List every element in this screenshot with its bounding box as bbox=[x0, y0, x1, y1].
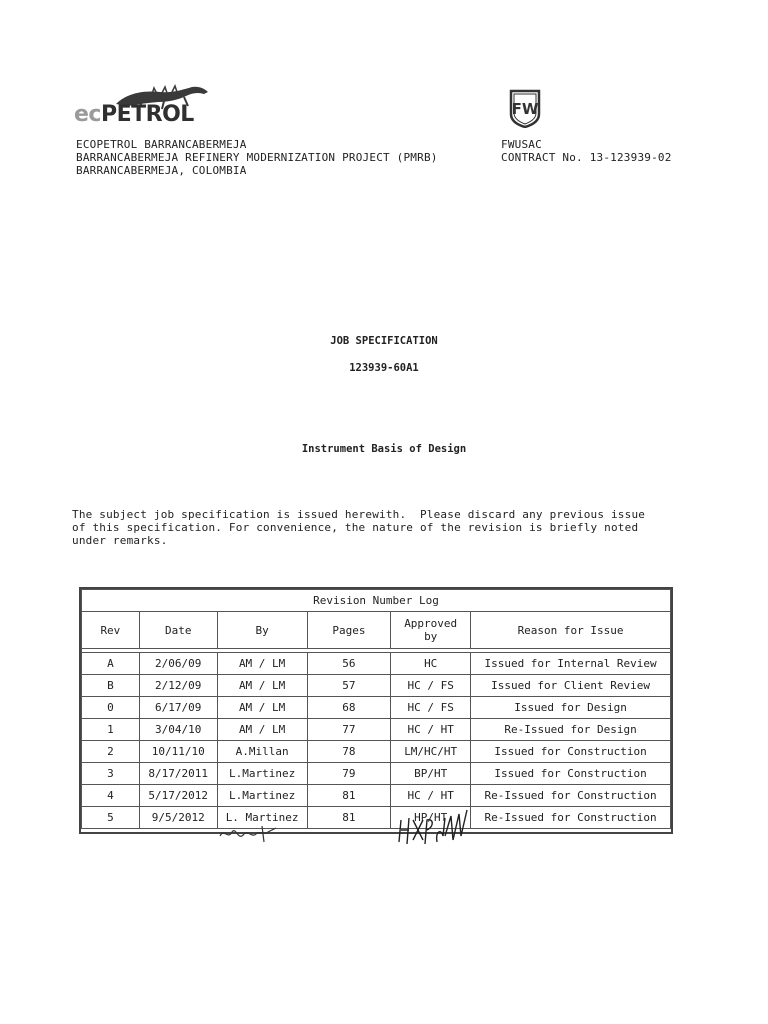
cell-by: AM / LM bbox=[217, 653, 307, 675]
cell-by: L.Martinez bbox=[217, 785, 307, 807]
cell-by: AM / LM bbox=[217, 719, 307, 741]
cell-reason: Re-Issued for Design bbox=[471, 719, 671, 741]
contractor-info bbox=[501, 138, 672, 164]
table-row bbox=[82, 807, 671, 829]
cell-rev: B bbox=[82, 675, 140, 697]
cell-date: 10/11/10 bbox=[139, 741, 217, 763]
intro-line-1: The subject job specification is issued herewith. Please discard any previous issue bbox=[72, 508, 646, 521]
col-header-approved-line1: Approved bbox=[404, 617, 458, 630]
cell-reason: Issued for Internal Review bbox=[471, 653, 671, 675]
doc-title: Instrument Basis of Design bbox=[301, 443, 467, 455]
signature-approved-rev5 bbox=[395, 806, 475, 846]
table-row bbox=[82, 785, 671, 807]
cell-date: 9/5/2012 bbox=[139, 807, 217, 829]
contractor-name: FWUSAC bbox=[501, 138, 542, 151]
cell-by: AM / LM bbox=[217, 697, 307, 719]
cell-reason: Issued for Design bbox=[471, 697, 671, 719]
cell-approved: LM/HC/HT bbox=[391, 741, 471, 763]
contract-number: CONTRACT No. 13-123939-02 bbox=[501, 151, 672, 164]
cell-rev: 4 bbox=[82, 785, 140, 807]
fw-shield-icon bbox=[508, 88, 542, 128]
table-row bbox=[82, 763, 671, 785]
intro-paragraph bbox=[72, 508, 692, 547]
table-row bbox=[82, 741, 671, 763]
col-header-reason: Reason for Issue bbox=[471, 612, 671, 649]
cell-by: A.Millan bbox=[217, 741, 307, 763]
client-address bbox=[76, 138, 438, 177]
revision-log-table bbox=[81, 589, 671, 829]
cell-date: 8/17/2011 bbox=[139, 763, 217, 785]
col-header-pages: Pages bbox=[307, 612, 391, 649]
cell-approved: BP/HT bbox=[391, 763, 471, 785]
logo-wordmark bbox=[74, 102, 194, 127]
ecopetrol-logo bbox=[74, 84, 234, 132]
cell-approved: HC / FS bbox=[391, 697, 471, 719]
cell-reason: Re-Issued for Construction bbox=[471, 807, 671, 829]
cell-rev: 0 bbox=[82, 697, 140, 719]
col-header-approved bbox=[391, 612, 471, 649]
cell-pages: 81 bbox=[307, 807, 391, 829]
signature-by-rev5 bbox=[218, 822, 280, 846]
cell-pages: 56 bbox=[307, 653, 391, 675]
cell-rev: 1 bbox=[82, 719, 140, 741]
cell-approved: HC / HT bbox=[391, 719, 471, 741]
col-header-approved-line2: by bbox=[424, 630, 438, 643]
col-header-by: By bbox=[217, 612, 307, 649]
cell-pages: 77 bbox=[307, 719, 391, 741]
client-location: BARRANCABERMEJA, COLOMBIA bbox=[76, 164, 247, 177]
cell-rev: 3 bbox=[82, 763, 140, 785]
logo-main: PETROL bbox=[100, 102, 194, 127]
cell-approved: HC bbox=[391, 653, 471, 675]
project-name: BARRANCABERMEJA REFINERY MODERNIZATION PROJECT (PMRB) bbox=[76, 151, 438, 164]
cell-date: 2/12/09 bbox=[139, 675, 217, 697]
table-row bbox=[82, 675, 671, 697]
cell-reason: Issued for Construction bbox=[471, 741, 671, 763]
revision-log-caption: Revision Number Log bbox=[82, 590, 671, 612]
cell-pages: 78 bbox=[307, 741, 391, 763]
doc-number: 123939-60A1 bbox=[349, 362, 419, 374]
table-row bbox=[82, 653, 671, 675]
cell-rev: 2 bbox=[82, 741, 140, 763]
cell-rev: A bbox=[82, 653, 140, 675]
cell-reason: Issued for Client Review bbox=[471, 675, 671, 697]
table-row bbox=[82, 697, 671, 719]
fw-logo-text: FW bbox=[511, 100, 539, 118]
intro-line-2: of this specification. For convenience, the nature of the revision is briefly noted bbox=[72, 521, 639, 534]
cell-date: 2/06/09 bbox=[139, 653, 217, 675]
client-name: ECOPETROL BARRANCABERMEJA bbox=[76, 138, 247, 151]
cell-reason: Re-Issued for Construction bbox=[471, 785, 671, 807]
logo-prefix: ec bbox=[74, 102, 101, 127]
cell-approved: HC / HT bbox=[391, 785, 471, 807]
cell-pages: 79 bbox=[307, 763, 391, 785]
table-row bbox=[82, 719, 671, 741]
cell-reason: Issued for Construction bbox=[471, 763, 671, 785]
col-header-rev: Rev bbox=[82, 612, 140, 649]
cell-rev: 5 bbox=[82, 807, 140, 829]
intro-line-3: under remarks. bbox=[72, 534, 168, 547]
doc-type: JOB SPECIFICATION bbox=[330, 335, 438, 347]
cell-date: 3/04/10 bbox=[139, 719, 217, 741]
cell-approved: HC / FS bbox=[391, 675, 471, 697]
cell-approved: HP/HT bbox=[391, 807, 471, 829]
cell-by: AM / LM bbox=[217, 675, 307, 697]
cell-date: 6/17/09 bbox=[139, 697, 217, 719]
foster-wheeler-logo bbox=[508, 88, 542, 128]
col-header-date: Date bbox=[139, 612, 217, 649]
cell-by: L.Martinez bbox=[217, 763, 307, 785]
cell-pages: 81 bbox=[307, 785, 391, 807]
cell-by: L. Martinez bbox=[217, 807, 307, 829]
cell-date: 5/17/2012 bbox=[139, 785, 217, 807]
cell-pages: 68 bbox=[307, 697, 391, 719]
cell-pages: 57 bbox=[307, 675, 391, 697]
